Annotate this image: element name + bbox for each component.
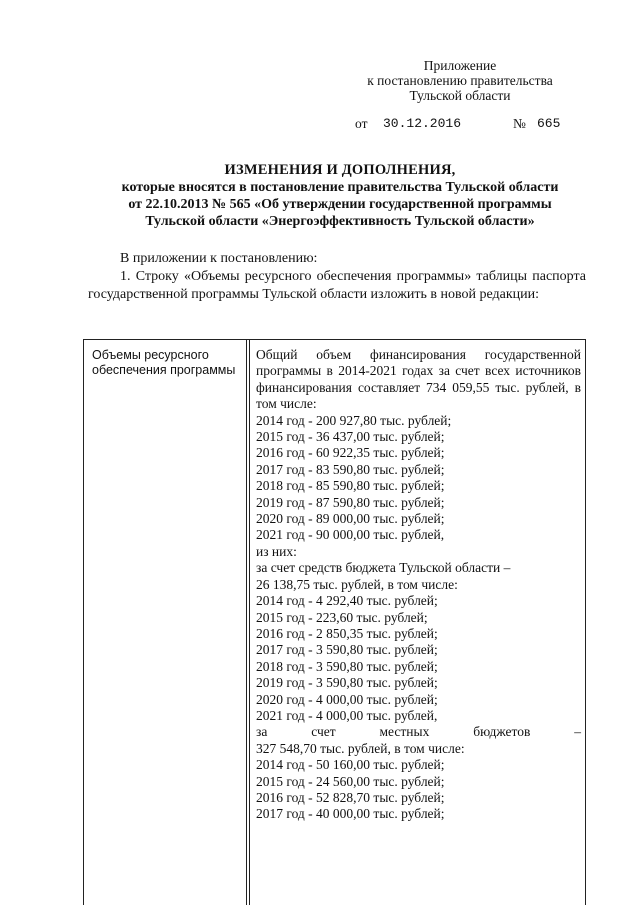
annex-line-2: к постановлению правительства xyxy=(367,73,553,88)
number-label: № xyxy=(513,116,526,131)
regional-year-line: 2016 год - 2 850,35 тыс. рублей; xyxy=(256,625,438,641)
local-year-line: 2016 год - 52 828,70 тыс. рублей; xyxy=(256,789,445,805)
table-divider xyxy=(246,340,247,905)
document-date: 30.12.2016 xyxy=(383,116,462,131)
title-line-4: Тульской области «Энергоэффективность Тульской области» xyxy=(145,214,535,229)
regional-budget-line-1: за счет средств бюджета Тульской области – xyxy=(256,560,511,576)
regional-year-line: 2019 год - 3 590,80 тыс. рублей; xyxy=(256,675,438,691)
total-year-line: 2017 год - 83 590,80 тыс. рублей; xyxy=(256,461,445,477)
local-word: счет xyxy=(311,724,336,740)
of-them-label: из них: xyxy=(256,543,297,559)
item-1-paragraph: 1. Строку «Объемы ресурсного обеспечения программы» таблицы паспорта государственной программы Тульской области изложить в новой редакции: xyxy=(88,269,586,302)
total-year-line: 2019 год - 87 590,80 тыс. рублей; xyxy=(256,494,445,510)
annex-line-3: Тульской области xyxy=(409,88,511,103)
resource-table xyxy=(83,339,586,905)
local-year-line: 2015 год - 24 560,00 тыс. рублей; xyxy=(256,773,445,789)
table-left-label: Объемы ресурсного обеспечения программы xyxy=(92,348,236,377)
regional-year-line: 2014 год - 4 292,40 тыс. рублей; xyxy=(256,593,438,609)
local-word: бюджетов xyxy=(473,724,531,740)
regional-year-line: 2020 год - 4 000,00 тыс. рублей; xyxy=(256,691,438,707)
title-line-2: которые вносятся в постановление правительства Тульской области xyxy=(121,180,559,195)
regional-year-line: 2021 год - 4 000,00 тыс. рублей, xyxy=(256,707,438,723)
table-divider-inner xyxy=(249,340,250,905)
regional-year-line: 2017 год - 3 590,80 тыс. рублей; xyxy=(256,642,438,658)
intro-paragraph: В приложении к постановлению: xyxy=(120,251,318,266)
local-year-line: 2014 год - 50 160,00 тыс. рублей; xyxy=(256,757,445,773)
title-line-1: ИЗМЕНЕНИЯ И ДОПОЛНЕНИЯ, xyxy=(224,162,456,178)
local-word: – xyxy=(574,724,581,740)
local-budget-line-1 xyxy=(256,724,581,740)
local-word: местных xyxy=(379,724,430,740)
title-line-3: от 22.10.2013 № 565 «Об утверждении государственной программы xyxy=(128,197,552,212)
local-budget-line-2: 327 548,70 тыс. рублей, в том числе: xyxy=(256,740,465,756)
total-year-line: 2016 год - 60 922,35 тыс. рублей; xyxy=(256,445,445,461)
total-year-line: 2018 год - 85 590,80 тыс. рублей; xyxy=(256,478,445,494)
annex-header xyxy=(340,58,580,103)
annex-line-1: Приложение xyxy=(423,58,497,73)
total-year-line: 2020 год - 89 000,00 тыс. рублей; xyxy=(256,511,445,527)
regional-budget-line-2: 26 138,75 тыс. рублей, в том числе: xyxy=(256,576,458,592)
table-right-cell xyxy=(256,347,581,823)
document-number: 665 xyxy=(537,116,561,131)
regional-year-line: 2015 год - 223,60 тыс. рублей; xyxy=(256,609,428,625)
total-financing-text: Общий объем финансирования государственной программы в 2014-2021 годах за счет всех источников финансирования составляет 734 059,55 тыс. рублей, в том числе: xyxy=(256,347,581,412)
regional-year-line: 2018 год - 3 590,80 тыс. рублей; xyxy=(256,658,438,674)
local-word: за xyxy=(256,724,268,740)
total-year-line: 2015 год - 36 437,00 тыс. рублей; xyxy=(256,429,445,445)
date-label: от xyxy=(355,116,368,131)
local-year-line: 2017 год - 40 000,00 тыс. рублей; xyxy=(256,806,445,822)
document-title xyxy=(90,162,590,230)
total-year-line: 2021 год - 90 000,00 тыс. рублей, xyxy=(256,527,445,543)
total-year-line: 2014 год - 200 927,80 тыс. рублей; xyxy=(256,412,452,428)
